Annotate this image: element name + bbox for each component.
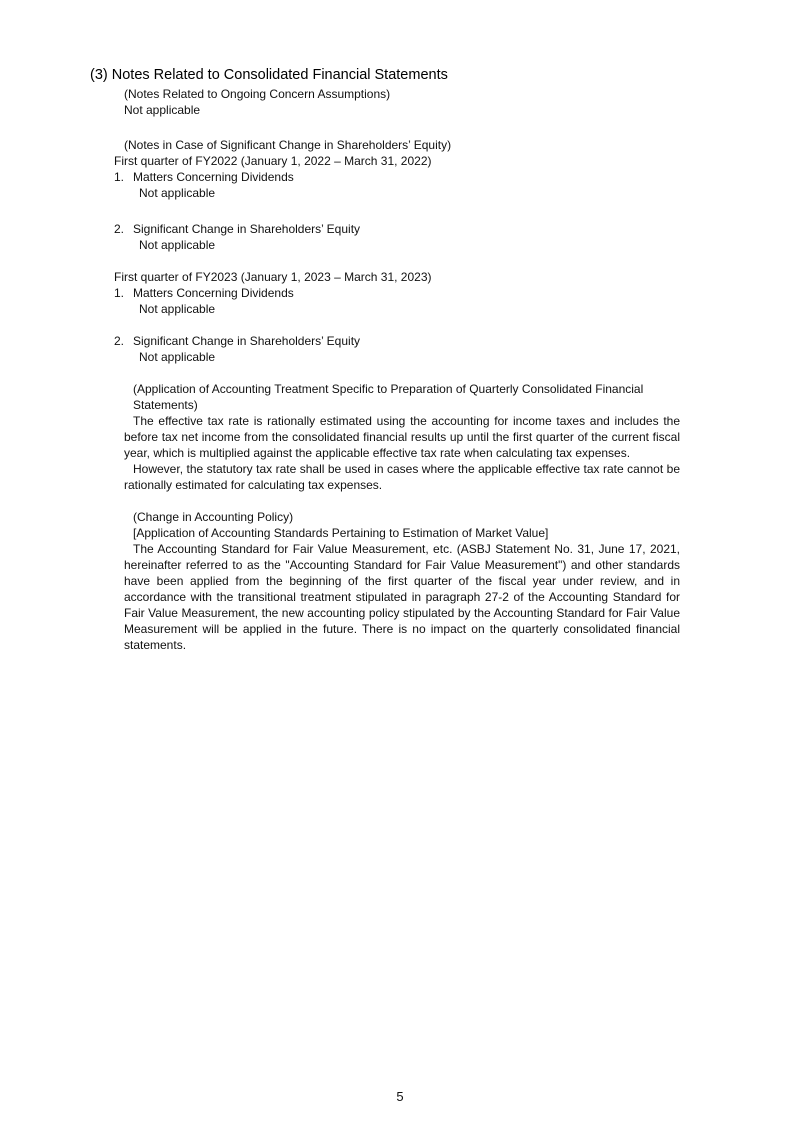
ongoing-concern-body: Not applicable [124, 103, 201, 117]
item-number: 1. [114, 286, 125, 300]
fy2022-equity-change-body: Not applicable [139, 238, 216, 252]
item-number: 2. [114, 334, 125, 348]
policy-change-paragraph: The Accounting Standard for Fair Value Measurement, etc. (ASBJ Statement No. 31, June 17, 2021, hereinafter referred to as the "Accounting Standard for Fair Value Measurement") and other standards have been applied from the beginning of the first quarter of the fiscal year under review, and in accordance with the transitional treatment stipulated in paragraph 27-2 of the Accounting Standard for Fair Value Measurement, the new accounting policy stipulated by the Accounting Standard for Fair Value Measurement will be applied in the future. There is no impact on the quarterly consolidated financial statements. [124, 542, 680, 652]
section-heading: (3) Notes Related to Consolidated Financial Statements [90, 67, 448, 83]
page-number: 5 [396, 1089, 404, 1104]
fy2022-item-equity-change [114, 221, 360, 237]
policy-change-subtitle: [Application of Accounting Standards Pertaining to Estimation of Market Value] [133, 526, 549, 540]
item-label: Significant Change in Shareholders’ Equity [133, 222, 361, 236]
item-number: 2. [114, 222, 125, 236]
item-number: 1. [114, 170, 125, 184]
fy2022-item-dividends [114, 169, 294, 185]
quarterly-treatment-paragraph-2: However, the statutory tax rate shall be used in cases where the applicable effective tax rate cannot be rationally estimated for calculating tax expenses. [124, 462, 680, 492]
item-label: Matters Concerning Dividends [133, 170, 294, 184]
period-heading-fy2022: First quarter of FY2022 (January 1, 2022 – March 31, 2022) [114, 154, 432, 168]
ongoing-concern-title: (Notes Related to Ongoing Concern Assumptions) [124, 87, 391, 101]
fy2023-item-equity-change [114, 333, 360, 349]
quarterly-treatment-paragraph-1: The effective tax rate is rationally estimated using the accounting for income taxes and includes the before tax net income from the consolidated financial results up until the first quarter of the current fiscal year, which is multiplied against the applicable effective tax rate when calculating tax expenses. [124, 414, 680, 460]
fy2023-dividends-body: Not applicable [139, 302, 216, 316]
fy2023-equity-change-body: Not applicable [139, 350, 216, 364]
period-heading-fy2023: First quarter of FY2023 (January 1, 2023 – March 31, 2023) [114, 270, 432, 284]
fy2023-item-dividends [114, 285, 294, 301]
quarterly-treatment-title-line1: (Application of Accounting Treatment Specific to Preparation of Quarterly Consolidated Financial [133, 382, 644, 396]
equity-change-title: (Notes in Case of Significant Change in Shareholders’ Equity) [124, 138, 452, 152]
item-label: Matters Concerning Dividends [133, 286, 294, 300]
fy2022-dividends-body: Not applicable [139, 186, 216, 200]
policy-change-title: (Change in Accounting Policy) [133, 510, 294, 524]
item-label: Significant Change in Shareholders’ Equity [133, 334, 361, 348]
quarterly-treatment-title-line2: Statements) [133, 398, 198, 412]
